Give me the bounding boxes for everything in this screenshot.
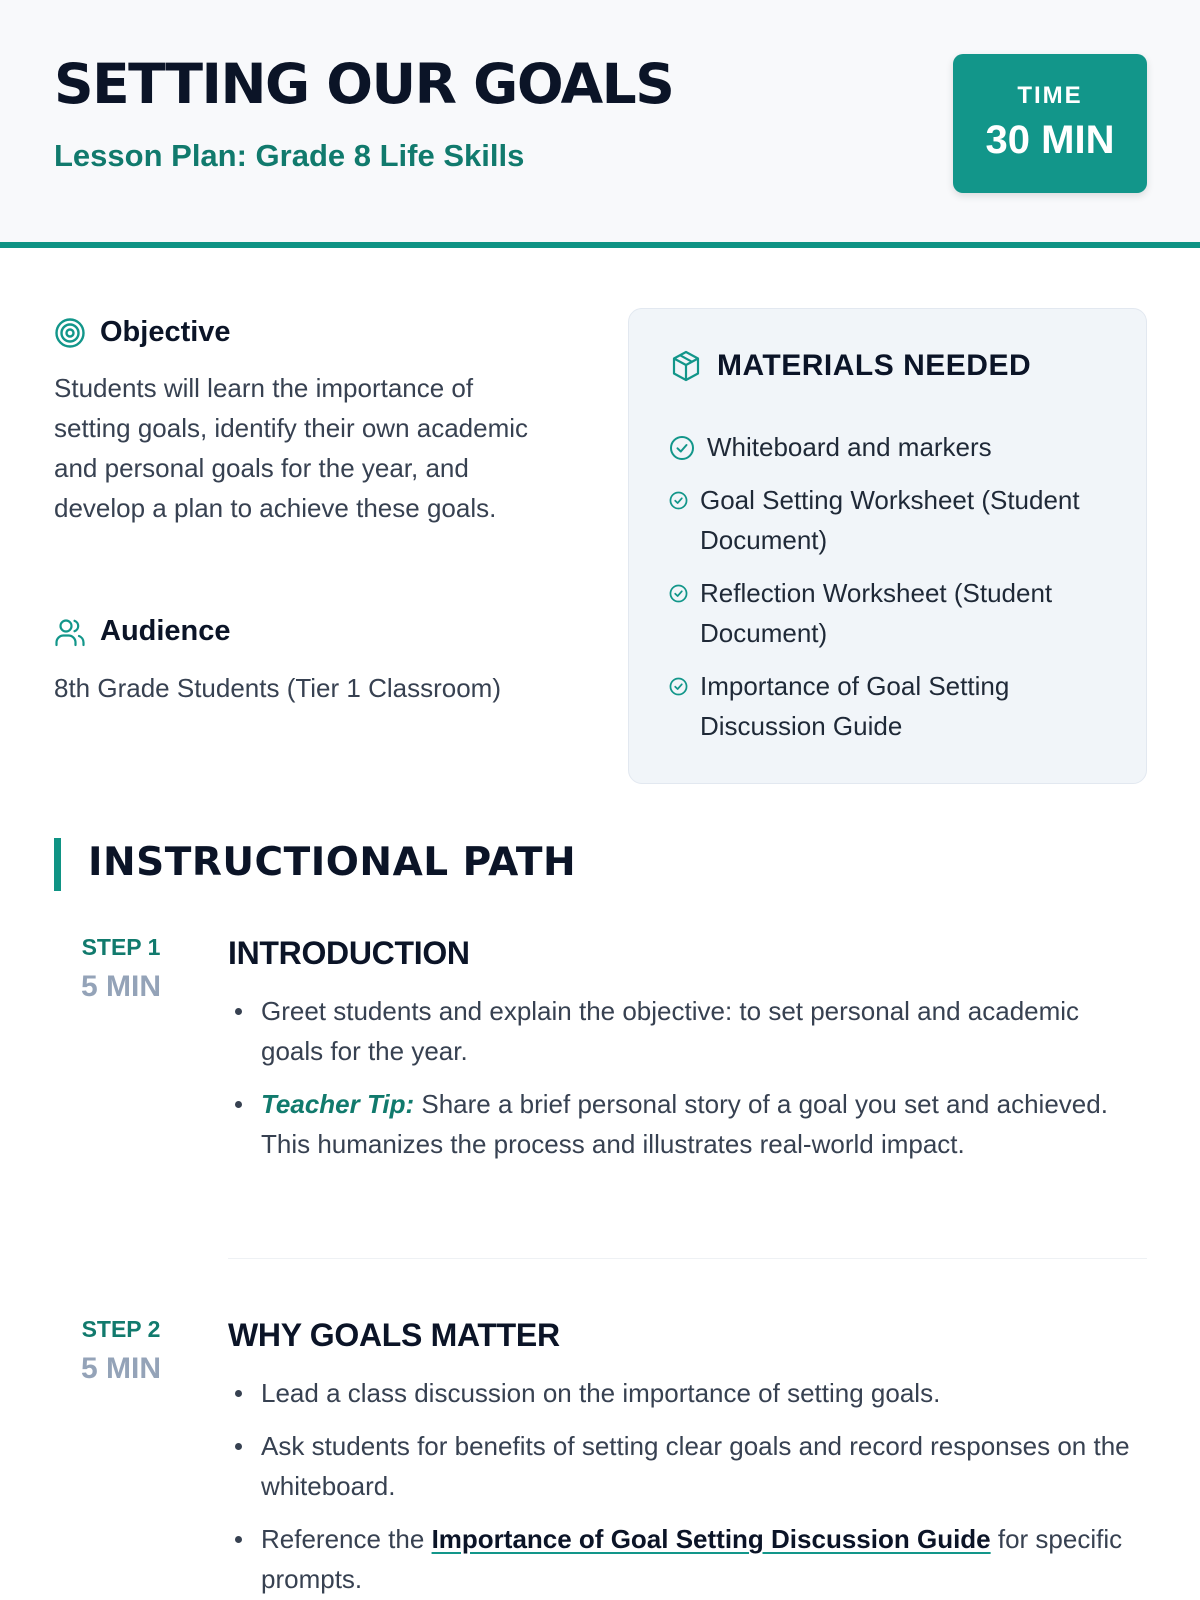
step-1-bullets xyxy=(228,991,1148,1177)
instructional-path-heading: INSTRUCTIONAL PATH xyxy=(88,840,577,885)
discussion-guide-link[interactable]: Importance of Goal Setting Discussion Guide xyxy=(431,1524,991,1554)
bullet-dot-icon xyxy=(235,1390,242,1397)
bullet-dot-icon xyxy=(235,1008,242,1015)
list-item xyxy=(228,991,1148,1071)
step-2-bullets xyxy=(228,1373,1148,1600)
teacher-tip-label: Teacher Tip: xyxy=(261,1089,415,1119)
section-accent-bar xyxy=(54,838,61,891)
objective-label: Objective xyxy=(100,316,231,348)
check-circle-icon xyxy=(669,491,688,515)
materials-heading xyxy=(669,349,1031,383)
step-1-title: INTRODUCTION xyxy=(228,935,470,971)
check-circle-icon xyxy=(669,677,688,701)
step-1-time: 5 MIN xyxy=(80,970,161,1003)
step-divider xyxy=(228,1258,1147,1259)
bullet-dot-icon xyxy=(235,1536,242,1543)
bullet-text: for specific prompts. xyxy=(261,1524,1123,1594)
bullet-text: Reference the xyxy=(261,1524,432,1554)
step-2-label: STEP 2 xyxy=(81,1316,161,1342)
list-item xyxy=(228,1084,1148,1164)
list-item xyxy=(228,1373,1148,1413)
check-circle-icon xyxy=(669,435,695,466)
material-text: Whiteboard and markers xyxy=(707,432,992,462)
materials-list xyxy=(669,427,1109,759)
time-label: TIME xyxy=(1017,82,1083,109)
bullet-text: Ask students for benefits of setting clear goals and record responses on the whiteboard. xyxy=(261,1431,1130,1501)
check-circle-icon xyxy=(669,584,688,608)
material-text: Goal Setting Worksheet (Student Document) xyxy=(700,485,1080,555)
materials-card xyxy=(628,308,1147,784)
bullet-text: Greet students and explain the objective: to set personal and academic goals for the year. xyxy=(261,996,1080,1066)
target-icon xyxy=(54,317,86,349)
objective-heading xyxy=(54,316,231,349)
step-1-label: STEP 1 xyxy=(81,934,161,960)
page-title: SETTING OUR GOALS xyxy=(54,52,674,116)
list-item xyxy=(228,1519,1148,1599)
lesson-header xyxy=(0,0,1200,248)
bullet-dot-icon xyxy=(235,1101,242,1108)
list-item xyxy=(669,427,1109,467)
list-item xyxy=(669,666,1109,746)
time-badge xyxy=(953,54,1147,193)
materials-label: MATERIALS NEEDED xyxy=(717,349,1032,382)
page-subtitle: Lesson Plan: Grade 8 Life Skills xyxy=(54,138,525,173)
list-item xyxy=(669,480,1109,560)
list-item xyxy=(669,573,1109,653)
audience-text: 8th Grade Students (Tier 1 Classroom) xyxy=(54,673,501,703)
objective-text: Students will learn the importance of setting goals, identify their own academic and personal goals for the year, and develop a plan to achieve these goals. xyxy=(54,373,529,523)
package-icon xyxy=(669,349,703,383)
material-text: Importance of Goal Setting Discussion Guide xyxy=(700,671,1010,741)
bullet-dot-icon xyxy=(235,1443,242,1450)
audience-label: Audience xyxy=(100,615,231,647)
list-item xyxy=(228,1426,1148,1506)
step-2-time: 5 MIN xyxy=(80,1352,161,1385)
bullet-text: Lead a class discussion on the importance of setting goals. xyxy=(261,1378,941,1408)
bullet-text: Share a brief personal story of a goal you set and achieved. This humanizes the process and illustrates real-world impact. xyxy=(261,1089,1108,1159)
time-value: 30 MIN xyxy=(985,118,1115,162)
users-icon xyxy=(54,616,86,648)
material-text: Reflection Worksheet (Student Document) xyxy=(700,578,1053,648)
step-2-title: WHY GOALS MATTER xyxy=(228,1317,560,1353)
audience-heading xyxy=(54,615,231,648)
